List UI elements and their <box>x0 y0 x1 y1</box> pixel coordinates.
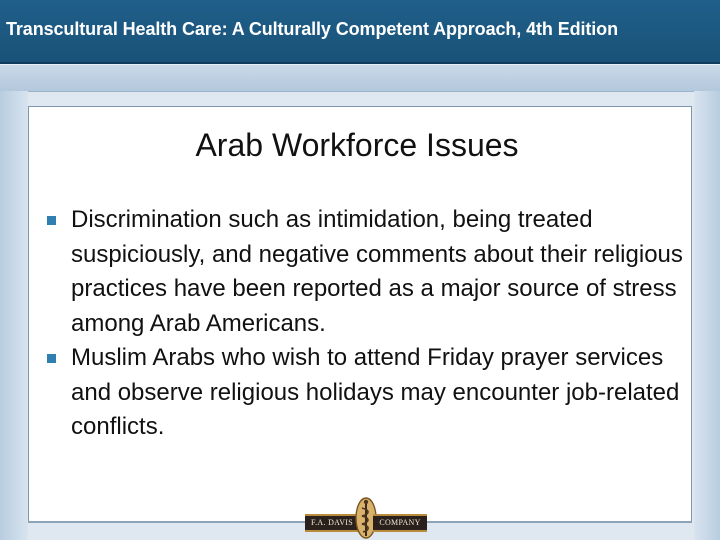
bullet-list <box>40 203 690 445</box>
square-bullet-icon <box>47 354 56 363</box>
square-bullet-icon <box>47 216 56 225</box>
logo-right-plate: COMPANY <box>373 514 427 532</box>
bullet-item-discrimination <box>40 203 690 341</box>
slide-title: Arab Workforce Issues <box>195 127 519 163</box>
publisher-logo <box>305 496 427 540</box>
bullet-text: Muslim Arabs who wish to attend Friday prayer services and observe religious holidays may encounter job-related conflicts. <box>71 344 680 440</box>
bullet-item-prayer-services <box>40 341 690 445</box>
sub-header-band <box>0 64 720 92</box>
logo-left-plate: F.A. DAVIS <box>305 514 359 532</box>
bullet-text: Discrimination such as intimidation, being treated suspiciously, and negative comments about their religious practices have been reported as a major source of stress among Arab Americans. <box>71 206 683 337</box>
header-title: Transcultural Health Care: A Culturally Competent Approach, 4th Edition <box>6 19 618 39</box>
header-bar <box>0 0 720 64</box>
